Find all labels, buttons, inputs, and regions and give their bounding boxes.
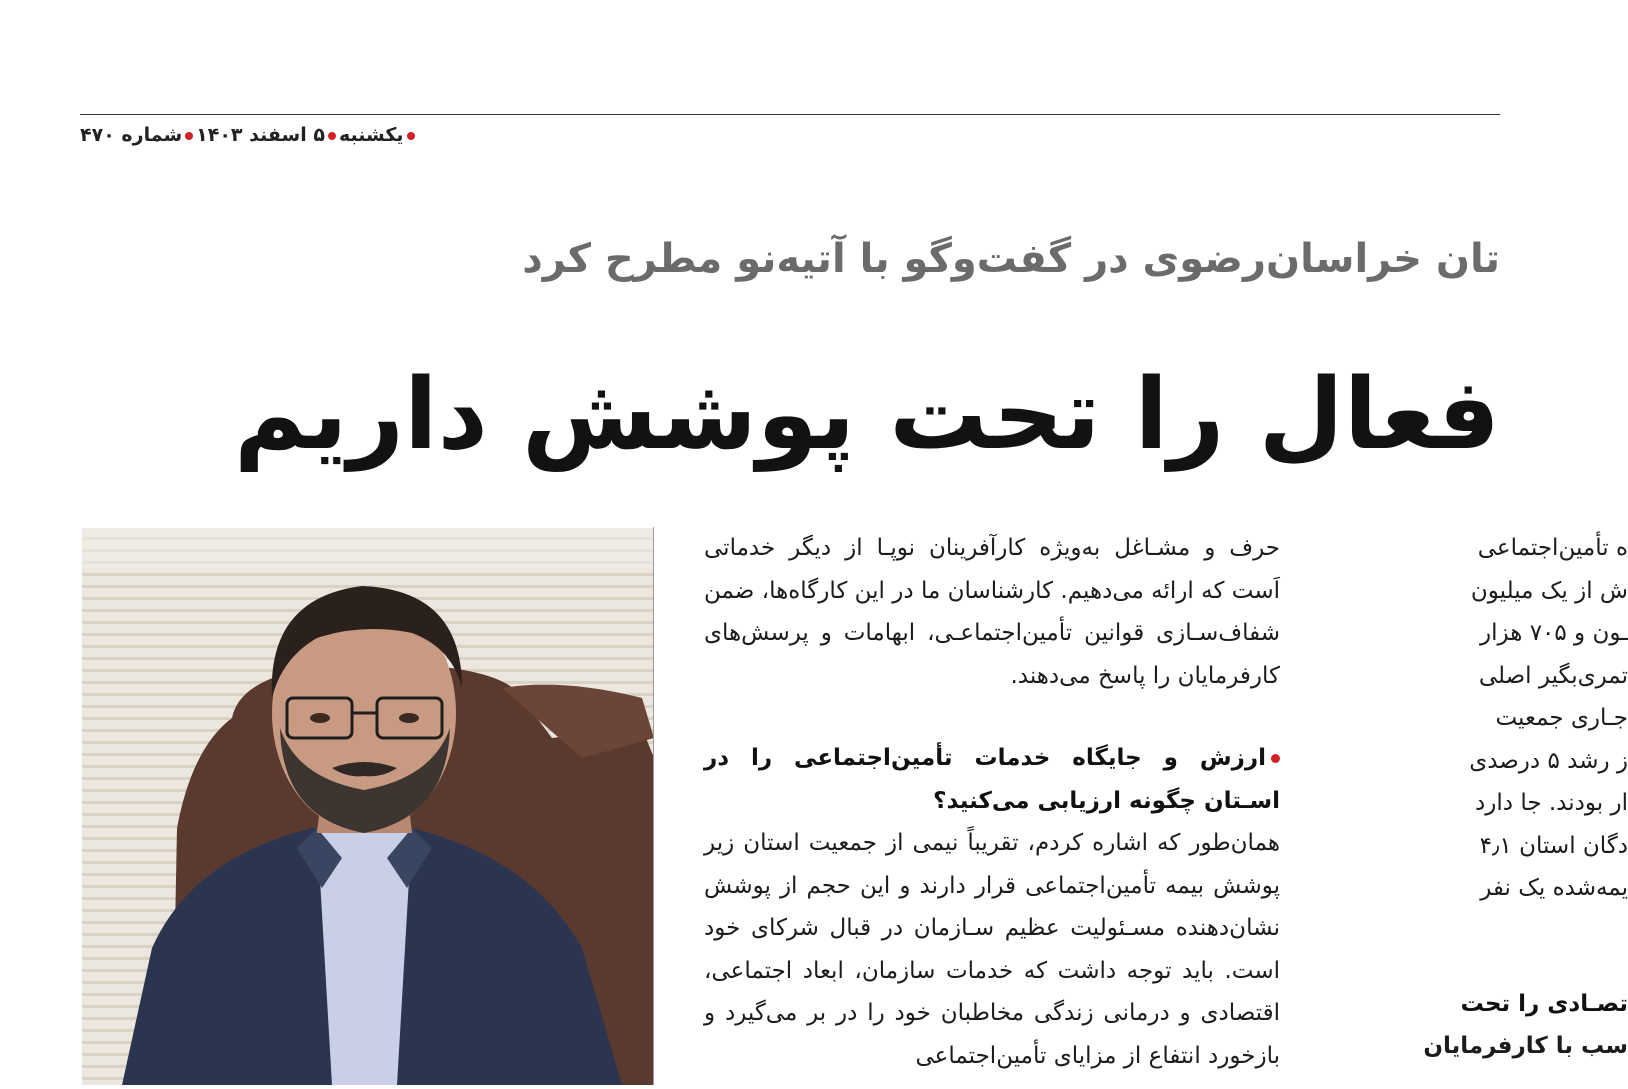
column-line: جـاری جمعیت [1495, 705, 1628, 731]
column-subhead-line: تصـادی را تحت [1460, 990, 1628, 1017]
article-paragraph: همان‌طور که اشاره کردم، تقریباً نیمی از جمعیت استان زیر پوشش بیمه تأمین‌اجتماعی قرار دارند و این حجم از پوشش نشان‌دهنده مسـئولیت عظیم سـازمان در قبال شرکای خود است. باید توجه داشت که خدمات سازمان، ابعاد اجتماعی، اقتصادی و درمانی زندگی مخاطبان خود را در بر می‌گیرد و بازخورد انتفاع از مزایای تأمین‌اجتماعی [704, 830, 1280, 1069]
column-line: دگان استان ۴٫۱ [1479, 832, 1628, 859]
bullet-dot-icon [185, 132, 193, 140]
portrait-illustration [82, 528, 654, 1085]
interviewee-photo [82, 528, 654, 1085]
article-headline: فعال را تحت پوشش داریم [233, 358, 1500, 472]
column-line: ار بودند. جا دارد [1475, 790, 1628, 816]
column-line: ش از یک میلیون [1470, 577, 1628, 604]
column-line: ز رشد ۵ درصدی [1469, 747, 1628, 774]
column-line: تمری‌بگیر اصلی [1478, 662, 1628, 689]
column-subhead-line: سب با کارفرمایان [1423, 1033, 1628, 1059]
bullet-dot-icon [407, 132, 415, 140]
question-text: ارزش و جایگاه خدمات تأمین‌اجتماعی را در اسـتان چگونه ارزیابی می‌کنید؟ [704, 745, 1280, 814]
article-column-2 [1328, 527, 1628, 1085]
column-line: ـون و ۷۰۵ هزار [1480, 620, 1628, 646]
column-divider [653, 527, 654, 1085]
issue-folio [80, 124, 500, 156]
header-rule [80, 114, 1500, 115]
folio-date: ۵ اسفند ۱۴۰۳ [196, 124, 325, 146]
article-kicker: تان خراسان‌رضوی در گفت‌وگو با آتیه‌نو مطرح کرد [522, 236, 1500, 282]
article-column-1 [704, 527, 1280, 1085]
question-bullet-icon [1271, 754, 1280, 763]
folio-day: یکشنبه [338, 124, 404, 146]
column-line: ه تأمین‌اجتماعی [1477, 535, 1628, 561]
article-paragraph: حرف و مشـاغل به‌ویژه کارآفرینان نوپـا از دیگر خدماتی اَست که ارائه می‌دهیم. کارشناسان ما در این کارگاه‌ها، ضمن شفاف‌سـازی قوانین تأمین‌اجتماعـی، ابهامات و پرسش‌های کارفرمایان را پاسخ می‌دهند. [704, 535, 1280, 689]
folio-issue: شماره ۴۷۰ [80, 124, 183, 146]
bullet-dot-icon [328, 132, 336, 140]
column-line: یمه‌شده یک نفر [1480, 875, 1628, 901]
interview-question [704, 737, 1280, 822]
